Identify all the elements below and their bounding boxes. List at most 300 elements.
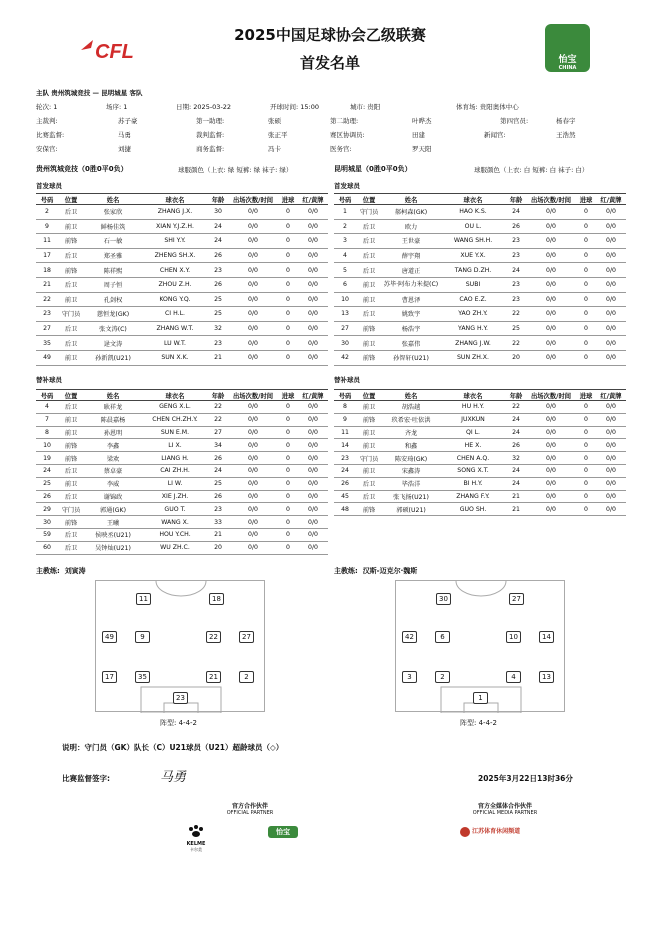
col-cards: 0/0	[298, 307, 328, 322]
medical: 罗天阳	[412, 145, 432, 153]
col-cards: 0/0	[596, 452, 626, 465]
col-goals: 0	[278, 234, 298, 249]
col-position: 前卫	[356, 292, 382, 307]
player-marker: 18	[209, 593, 224, 605]
col-shirt-name: SUN X.K.	[142, 350, 208, 365]
col-cards: 0/0	[596, 248, 626, 263]
home-starting-table	[36, 193, 328, 366]
col-apps: 0/0	[526, 307, 576, 322]
col-number: 1	[334, 205, 356, 220]
kickoff: 开球时间: 15:00	[270, 103, 320, 111]
col-age: 26	[208, 248, 228, 263]
away-coach: 主教练: 汉斯-迈克尔·魏斯	[334, 567, 418, 575]
col-name: 张嘉伟	[382, 336, 440, 351]
col-name: 李威	[84, 477, 142, 490]
col-apps: 0/0	[526, 439, 576, 452]
table-row	[334, 292, 626, 307]
col-position: 后卫	[58, 277, 84, 292]
col-name: 姚致宇	[382, 307, 440, 322]
col-position: 前锋	[356, 503, 382, 516]
col-number: 27	[36, 321, 58, 336]
table-row	[36, 477, 328, 490]
col-age: 24	[506, 464, 526, 477]
col-cards: 0/0	[596, 336, 626, 351]
away-starting-label: 首发球员	[334, 182, 360, 190]
col-name: 玖希宏·吐依洪	[382, 413, 440, 426]
col-cards: 0/0	[298, 452, 328, 465]
col-number: 3	[334, 234, 356, 249]
player-marker: 27	[239, 631, 254, 643]
col-goals: 0	[576, 205, 596, 220]
col-goals: 0	[576, 248, 596, 263]
col-number-header: 号码	[334, 194, 356, 205]
home-pitch	[95, 580, 265, 712]
col-name: 孙智轩(U21)	[382, 350, 440, 365]
away-subs-label: 替补球员	[334, 376, 360, 384]
col-apps: 0/0	[526, 219, 576, 234]
col-apps: 0/0	[228, 234, 278, 249]
ref-assessor-label: 裁判监督:	[196, 131, 225, 139]
col-age: 23	[506, 234, 526, 249]
col-position: 守门员	[356, 205, 382, 220]
col-shirt-name: CHEN A.Q.	[440, 452, 506, 465]
ref-assessor: 张正平	[268, 131, 288, 139]
col-goals: 0	[576, 350, 596, 365]
col-goals-header: 进球	[576, 390, 596, 401]
col-age: 27	[208, 426, 228, 439]
col-position-header: 位置	[58, 194, 84, 205]
col-age: 25	[208, 307, 228, 322]
col-name: 谢锦政	[84, 490, 142, 503]
col-shirt-name: CAO E.Z.	[440, 292, 506, 307]
col-position: 后卫	[58, 528, 84, 541]
table-row	[334, 248, 626, 263]
col-apps: 0/0	[228, 401, 278, 414]
col-name: 和鑫	[382, 439, 440, 452]
col-number: 42	[334, 350, 356, 365]
col-shirt-name: XIE J.ZH.	[142, 490, 208, 503]
legend: 说明：守门员（GK）队长（C）U21球员（U21）超龄球员（◇）	[62, 743, 284, 752]
col-goals: 0	[576, 490, 596, 503]
col-number: 17	[36, 248, 58, 263]
col-name: 鲜杨佳筑	[84, 219, 142, 234]
col-apps: 0/0	[228, 219, 278, 234]
col-number: 22	[36, 292, 58, 307]
col-age: 33	[208, 516, 228, 529]
col-name: 郝柯森(GK)	[382, 205, 440, 220]
cbb-logo: 怡宝	[268, 826, 298, 838]
col-number: 6	[334, 277, 356, 292]
col-position: 后卫	[356, 477, 382, 490]
col-apps: 0/0	[526, 464, 576, 477]
col-cards: 0/0	[596, 234, 626, 249]
col-name: 侯映丞(U21)	[84, 528, 142, 541]
col-shirt-name: WANG SH.H.	[440, 234, 506, 249]
col-cards-header: 红/黄牌	[596, 390, 626, 401]
player-marker: 11	[136, 593, 151, 605]
player-marker: 4	[506, 671, 521, 683]
col-cards: 0/0	[596, 464, 626, 477]
col-goals-header: 进球	[576, 194, 596, 205]
col-position: 前卫	[58, 350, 84, 365]
table-header	[36, 390, 328, 401]
col-goals: 0	[278, 464, 298, 477]
col-shirt-name: XUE Y.X.	[440, 248, 506, 263]
col-age: 23	[208, 263, 228, 278]
col-shirt-name: SUN ZH.X.	[440, 350, 506, 365]
partner-title: 官方合作伙伴	[231, 803, 268, 810]
stadium: 体育场: 贵阳奥体中心	[456, 103, 519, 111]
col-cards: 0/0	[298, 477, 328, 490]
col-cards: 0/0	[298, 336, 328, 351]
sponsor-logo: 怡宝 CHINA	[545, 24, 590, 72]
col-age: 22	[208, 413, 228, 426]
col-cards-header: 红/黄牌	[298, 194, 328, 205]
col-number: 14	[334, 439, 356, 452]
col-shirt-name: GENG X.L.	[142, 401, 208, 414]
col-apps: 0/0	[228, 292, 278, 307]
col-apps: 0/0	[228, 307, 278, 322]
col-shirt-name: LI X.	[142, 439, 208, 452]
col-number: 8	[334, 401, 356, 414]
table-row	[334, 503, 626, 516]
col-goals: 0	[278, 248, 298, 263]
signature: 马勇	[160, 770, 187, 785]
col-number: 7	[36, 413, 58, 426]
col-number: 23	[334, 452, 356, 465]
col-shirt-name: XIAN Y.J.Z.H.	[142, 219, 208, 234]
col-number: 9	[334, 413, 356, 426]
col-number: 26	[334, 477, 356, 490]
col-name-header: 姓名	[382, 390, 440, 401]
table-row	[334, 350, 626, 365]
fourth: 杨春宇	[556, 117, 576, 125]
page-subtitle: 首发名单	[299, 54, 360, 72]
col-position-header: 位置	[58, 390, 84, 401]
col-shirt-name: CI H.L.	[142, 307, 208, 322]
jsty-logo: 江苏体育休闲频道	[460, 826, 520, 837]
col-age: 23	[506, 277, 526, 292]
col-position: 后卫	[58, 205, 84, 220]
col-goals: 0	[576, 503, 596, 516]
col-apps: 0/0	[526, 477, 576, 490]
col-apps: 0/0	[228, 263, 278, 278]
col-apps: 0/0	[228, 452, 278, 465]
table-row	[334, 205, 626, 220]
col-cards: 0/0	[298, 350, 328, 365]
col-apps: 0/0	[526, 248, 576, 263]
col-shirt-name-header: 球衣名	[440, 194, 506, 205]
col-apps: 0/0	[228, 439, 278, 452]
col-name-header: 姓名	[382, 194, 440, 205]
col-number: 48	[334, 503, 356, 516]
col-number: 4	[334, 248, 356, 263]
col-goals: 0	[278, 307, 298, 322]
col-shirt-name: QI L.	[440, 426, 506, 439]
col-apps: 0/0	[526, 292, 576, 307]
col-cards: 0/0	[596, 350, 626, 365]
col-goals: 0	[278, 336, 298, 351]
col-goals: 0	[278, 413, 298, 426]
col-cards: 0/0	[596, 219, 626, 234]
col-shirt-name: HOU Y.CH.	[142, 528, 208, 541]
col-cards: 0/0	[298, 401, 328, 414]
teams-line: 主队 贵州筑城竞技 — 昆明城星 客队	[36, 89, 143, 97]
col-position: 前卫	[58, 413, 84, 426]
table-row	[36, 277, 328, 292]
col-cards: 0/0	[596, 292, 626, 307]
col-name: 张文涛(C)	[84, 321, 142, 336]
col-position: 前锋	[58, 452, 84, 465]
supervisor-label: 比赛监督:	[36, 131, 65, 139]
col-name: 孙新凯(U21)	[84, 350, 142, 365]
table-row	[36, 413, 328, 426]
col-number: 5	[334, 263, 356, 278]
col-age: 24	[506, 426, 526, 439]
col-age-header: 年龄	[506, 390, 526, 401]
col-goals: 0	[576, 277, 596, 292]
col-number: 26	[36, 490, 58, 503]
table-row	[36, 426, 328, 439]
col-shirt-name: HE X.	[440, 439, 506, 452]
col-position: 后卫	[356, 263, 382, 278]
col-number: 10	[36, 439, 58, 452]
away-starting-table	[334, 193, 626, 366]
col-apps: 0/0	[228, 413, 278, 426]
col-name: 逯文涛	[84, 336, 142, 351]
col-position: 后卫	[356, 234, 382, 249]
table-row	[36, 439, 328, 452]
col-shirt-name-header: 球衣名	[440, 390, 506, 401]
col-shirt-name: OU L.	[440, 219, 506, 234]
col-goals: 0	[278, 516, 298, 529]
col-number: 2	[36, 205, 58, 220]
col-goals: 0	[576, 401, 596, 414]
col-age: 22	[506, 336, 526, 351]
col-position: 后卫	[58, 541, 84, 554]
col-goals: 0	[278, 503, 298, 516]
table-row	[36, 541, 328, 554]
col-cards: 0/0	[298, 464, 328, 477]
media-partner-title: 官方全媒体合作伙伴	[477, 803, 532, 810]
col-position: 前锋	[356, 321, 382, 336]
col-age: 22	[506, 307, 526, 322]
col-name: 耿祥龙	[84, 401, 142, 414]
col-number: 45	[334, 490, 356, 503]
col-number: 24	[334, 464, 356, 477]
col-shirt-name: JUXKUN	[440, 413, 506, 426]
col-goals: 0	[576, 219, 596, 234]
home-team-name: 贵州筑城竞技（0胜0平0负）	[36, 165, 128, 173]
col-number: 25	[36, 477, 58, 490]
col-cards: 0/0	[596, 307, 626, 322]
col-age-header: 年龄	[506, 194, 526, 205]
col-shirt-name: HAO K.S.	[440, 205, 506, 220]
table-row	[36, 350, 328, 365]
table-row	[334, 413, 626, 426]
player-marker: 42	[402, 631, 417, 643]
col-name: 慈恒龙(GK)	[84, 307, 142, 322]
col-cards: 0/0	[596, 205, 626, 220]
col-cards: 0/0	[596, 321, 626, 336]
col-shirt-name: GUO SH.	[440, 503, 506, 516]
col-goals: 0	[278, 452, 298, 465]
col-name: 孔剑权	[84, 292, 142, 307]
table-row	[36, 528, 328, 541]
col-position: 后卫	[58, 490, 84, 503]
col-goals: 0	[278, 292, 298, 307]
table-row	[334, 277, 626, 292]
col-number: 35	[36, 336, 58, 351]
col-age-header: 年龄	[208, 194, 228, 205]
col-goals: 0	[576, 234, 596, 249]
col-cards: 0/0	[596, 426, 626, 439]
col-number: 8	[36, 426, 58, 439]
col-cards: 0/0	[298, 413, 328, 426]
col-age: 26	[208, 490, 228, 503]
col-position: 前卫	[356, 401, 382, 414]
col-cards: 0/0	[596, 401, 626, 414]
col-shirt-name: YAO ZH.Y.	[440, 307, 506, 322]
col-position: 守门员	[356, 452, 382, 465]
home-subs-table	[36, 389, 328, 555]
col-number: 19	[36, 452, 58, 465]
col-name: 唐道正	[382, 263, 440, 278]
player-marker: 14	[539, 631, 554, 643]
col-shirt-name: SUBI	[440, 277, 506, 292]
col-goals: 0	[576, 439, 596, 452]
col-apps: 0/0	[526, 277, 576, 292]
col-apps-header: 出场次数/时间	[228, 390, 278, 401]
col-position: 后卫	[58, 401, 84, 414]
table-row	[334, 477, 626, 490]
col-apps: 0/0	[228, 205, 278, 220]
table-row	[334, 490, 626, 503]
col-age: 24	[506, 413, 526, 426]
away-formation: 阵型: 4-4-2	[460, 719, 497, 727]
col-position: 前卫	[356, 277, 382, 292]
col-cards: 0/0	[596, 503, 626, 516]
player-marker: 27	[509, 593, 524, 605]
col-name: 张家欣	[84, 205, 142, 220]
table-row	[36, 464, 328, 477]
col-shirt-name: KONG Y.Q.	[142, 292, 208, 307]
col-apps: 0/0	[526, 401, 576, 414]
player-marker: 35	[135, 671, 150, 683]
table-row	[36, 292, 328, 307]
col-position: 后卫	[356, 490, 382, 503]
svg-text:CFL: CFL	[95, 41, 134, 63]
player-marker: 9	[135, 631, 150, 643]
col-goals: 0	[278, 490, 298, 503]
col-shirt-name: ZHANG F.Y.	[440, 490, 506, 503]
table-row	[36, 490, 328, 503]
col-apps: 0/0	[228, 336, 278, 351]
home-starting-label: 首发球员	[36, 182, 62, 190]
col-age: 20	[506, 350, 526, 365]
col-number: 2	[334, 219, 356, 234]
ar2-label: 第二助理:	[330, 117, 359, 125]
col-position: 后卫	[356, 307, 382, 322]
col-cards: 0/0	[298, 248, 328, 263]
col-shirt-name: WU ZH.C.	[142, 541, 208, 554]
col-position: 前锋	[58, 516, 84, 529]
col-apps: 0/0	[526, 321, 576, 336]
table-row	[334, 401, 626, 414]
player-marker: 2	[435, 671, 450, 683]
col-cards: 0/0	[298, 263, 328, 278]
col-name: 宋鑫涛	[382, 464, 440, 477]
press: 王浩然	[556, 131, 576, 139]
col-shirt-name: CHEN X.Y.	[142, 263, 208, 278]
table-row	[36, 234, 328, 249]
col-goals: 0	[576, 336, 596, 351]
table-row	[334, 263, 626, 278]
col-goals-header: 进球	[278, 194, 298, 205]
col-shirt-name: LIANG H.	[142, 452, 208, 465]
col-apps: 0/0	[526, 350, 576, 365]
player-marker: 6	[435, 631, 450, 643]
security-label: 安保官:	[36, 145, 58, 153]
col-age: 25	[208, 292, 228, 307]
col-age: 21	[208, 350, 228, 365]
col-cards: 0/0	[596, 477, 626, 490]
col-goals: 0	[278, 426, 298, 439]
col-position: 前卫	[58, 477, 84, 490]
col-name: 王世豪	[382, 234, 440, 249]
table-row	[334, 321, 626, 336]
col-name: 张飞扬(U21)	[382, 490, 440, 503]
col-age: 32	[506, 452, 526, 465]
col-goals: 0	[278, 321, 298, 336]
jsty-icon	[460, 827, 470, 837]
col-goals: 0	[576, 464, 596, 477]
player-marker: 21	[206, 671, 221, 683]
col-number: 13	[334, 307, 356, 322]
col-position: 后卫	[58, 464, 84, 477]
col-goals: 0	[278, 401, 298, 414]
security: 刘捷	[118, 145, 131, 153]
col-age: 30	[208, 205, 228, 220]
col-name: 郭通(GK)	[84, 503, 142, 516]
col-cards: 0/0	[298, 516, 328, 529]
col-number: 24	[36, 464, 58, 477]
col-number: 30	[36, 516, 58, 529]
col-goals: 0	[576, 321, 596, 336]
col-position: 前锋	[356, 413, 382, 426]
col-name-header: 姓名	[84, 390, 142, 401]
col-number-header: 号码	[334, 390, 356, 401]
kelme-paw-icon	[188, 825, 204, 837]
col-age: 23	[506, 292, 526, 307]
col-position: 前卫	[356, 464, 382, 477]
col-shirt-name: CHEN CH.ZH.Y.	[142, 413, 208, 426]
player-marker: 23	[173, 692, 188, 704]
table-row	[36, 401, 328, 414]
col-shirt-name-header: 球衣名	[142, 194, 208, 205]
away-pitch	[395, 580, 565, 712]
col-number: 30	[334, 336, 356, 351]
col-apps: 0/0	[526, 426, 576, 439]
col-goals: 0	[278, 350, 298, 365]
col-cards: 0/0	[596, 413, 626, 426]
col-name: 吴钟灿(U21)	[84, 541, 142, 554]
col-cards: 0/0	[596, 263, 626, 278]
col-position: 前卫	[356, 426, 382, 439]
col-apps: 0/0	[526, 490, 576, 503]
report-datetime: 2025年3月22日13时36分	[478, 774, 573, 783]
col-position: 前卫	[356, 336, 382, 351]
